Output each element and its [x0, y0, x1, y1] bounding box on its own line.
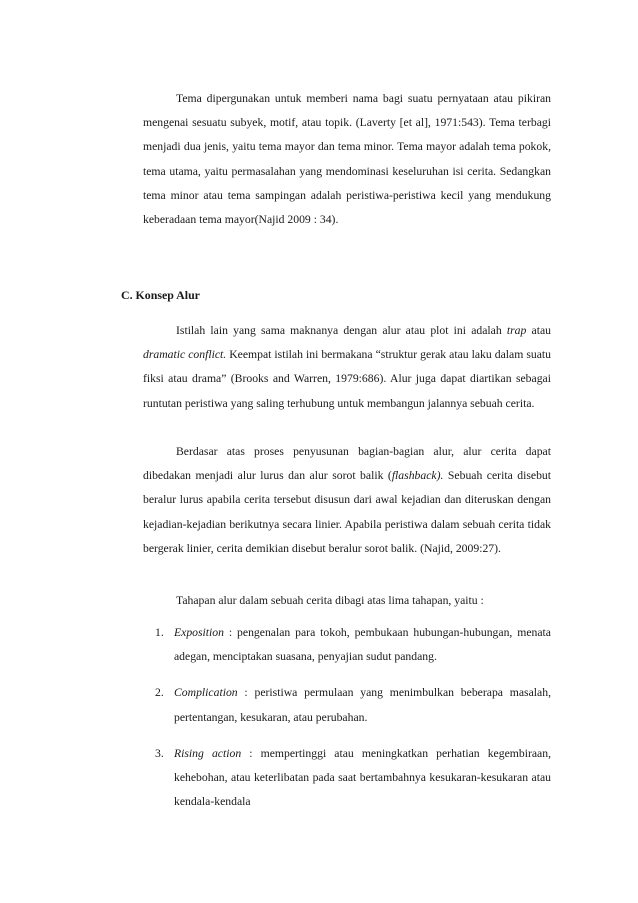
paragraph-text: Berdasar atas proses penyusunan bagian-bagian alur, alur cerita dapat dibedakan menjadi alur lurus dan alur sorot balik ( [143, 445, 551, 483]
paragraph-jenis-alur [143, 440, 551, 561]
list-number: 2. [155, 686, 164, 700]
section-heading-konsep-alur: C. Konsep Alur [121, 288, 200, 302]
list-item [143, 681, 551, 729]
list-text: : pengenalan para tokoh, pembukaan hubungan-hubungan, menata adegan, menciptakan suasana, penyajian sudut pandang. [174, 626, 551, 664]
list-item [143, 621, 551, 669]
list-term: Rising action [174, 746, 242, 760]
italic-term: dramatic conflict. [143, 348, 227, 362]
italic-term: flashback). [391, 469, 444, 483]
list-text: : peristiwa permulaan yang menimbulkan beberapa masalah, pertentangan, kesukaran, atau perubahan. [174, 686, 551, 724]
paragraph-text: atau [526, 324, 552, 337]
paragraph-istilah-alur [143, 319, 551, 416]
paragraph-tema: Tema dipergunakan untuk memberi nama bagi suatu pernyataan atau pikiran mengenai sesuatu subyek, motif, atau topik. (Laverty [et al], 1971:543). Tema terbagi menjadi dua jenis, yaitu tema mayor dan tema minor. Tema mayor adalah tema pokok, tema utama, yaitu permasalahan yang mendominasi keseluruhan isi cerita. Sedangkan tema minor atau tema sampingan adalah peristiwa-peristiwa kecil yang mendukung keberadaan tema mayor(Najid 2009 : 34). [143, 92, 551, 227]
list-term: Exposition [174, 626, 224, 639]
paragraph-text: Istilah lain yang sama maknanya dengan alur atau plot ini adalah [176, 324, 507, 337]
tahapan-alur-list [143, 621, 551, 826]
list-number: 3. [155, 746, 164, 760]
paragraph-text: Sebuah cerita disebut beralur lurus apabila cerita tersebut disusun dari awal kejadian dan diteruskan dengan kejadian-kejadian berikutnya secara linier. Apabila peristiwa dalam sebuah cerita tidak bergerak linier, cerita demikian disebut beralur sorot balik. (Najid, 2009:27). [143, 469, 551, 555]
paragraph-text: Keempat istilah ini bermakana “struktur gerak atau laku dalam suatu fiksi atau drama” (Brooks and Warren, 1979:686). Alur juga dapat diartikan sebagai runtutan peristiwa yang saling terhubung untuk membangun jalannya sebuah cerita. [143, 348, 551, 410]
list-text: : mempertinggi atau meningkatkan perhatian kegembiraan, kehebohan, atau keterlibatan pada saat bertambahnya kesukaran-kesukaran atau kendala-kendala [174, 746, 551, 809]
paragraph-tahapan-alur: Tahapan alur dalam sebuah cerita dibagi atas lima tahapan, yaitu : [176, 594, 484, 607]
list-item [143, 742, 551, 815]
list-number: 1. [155, 626, 164, 639]
list-term: Complication [174, 686, 238, 700]
italic-term: trap [506, 324, 527, 337]
